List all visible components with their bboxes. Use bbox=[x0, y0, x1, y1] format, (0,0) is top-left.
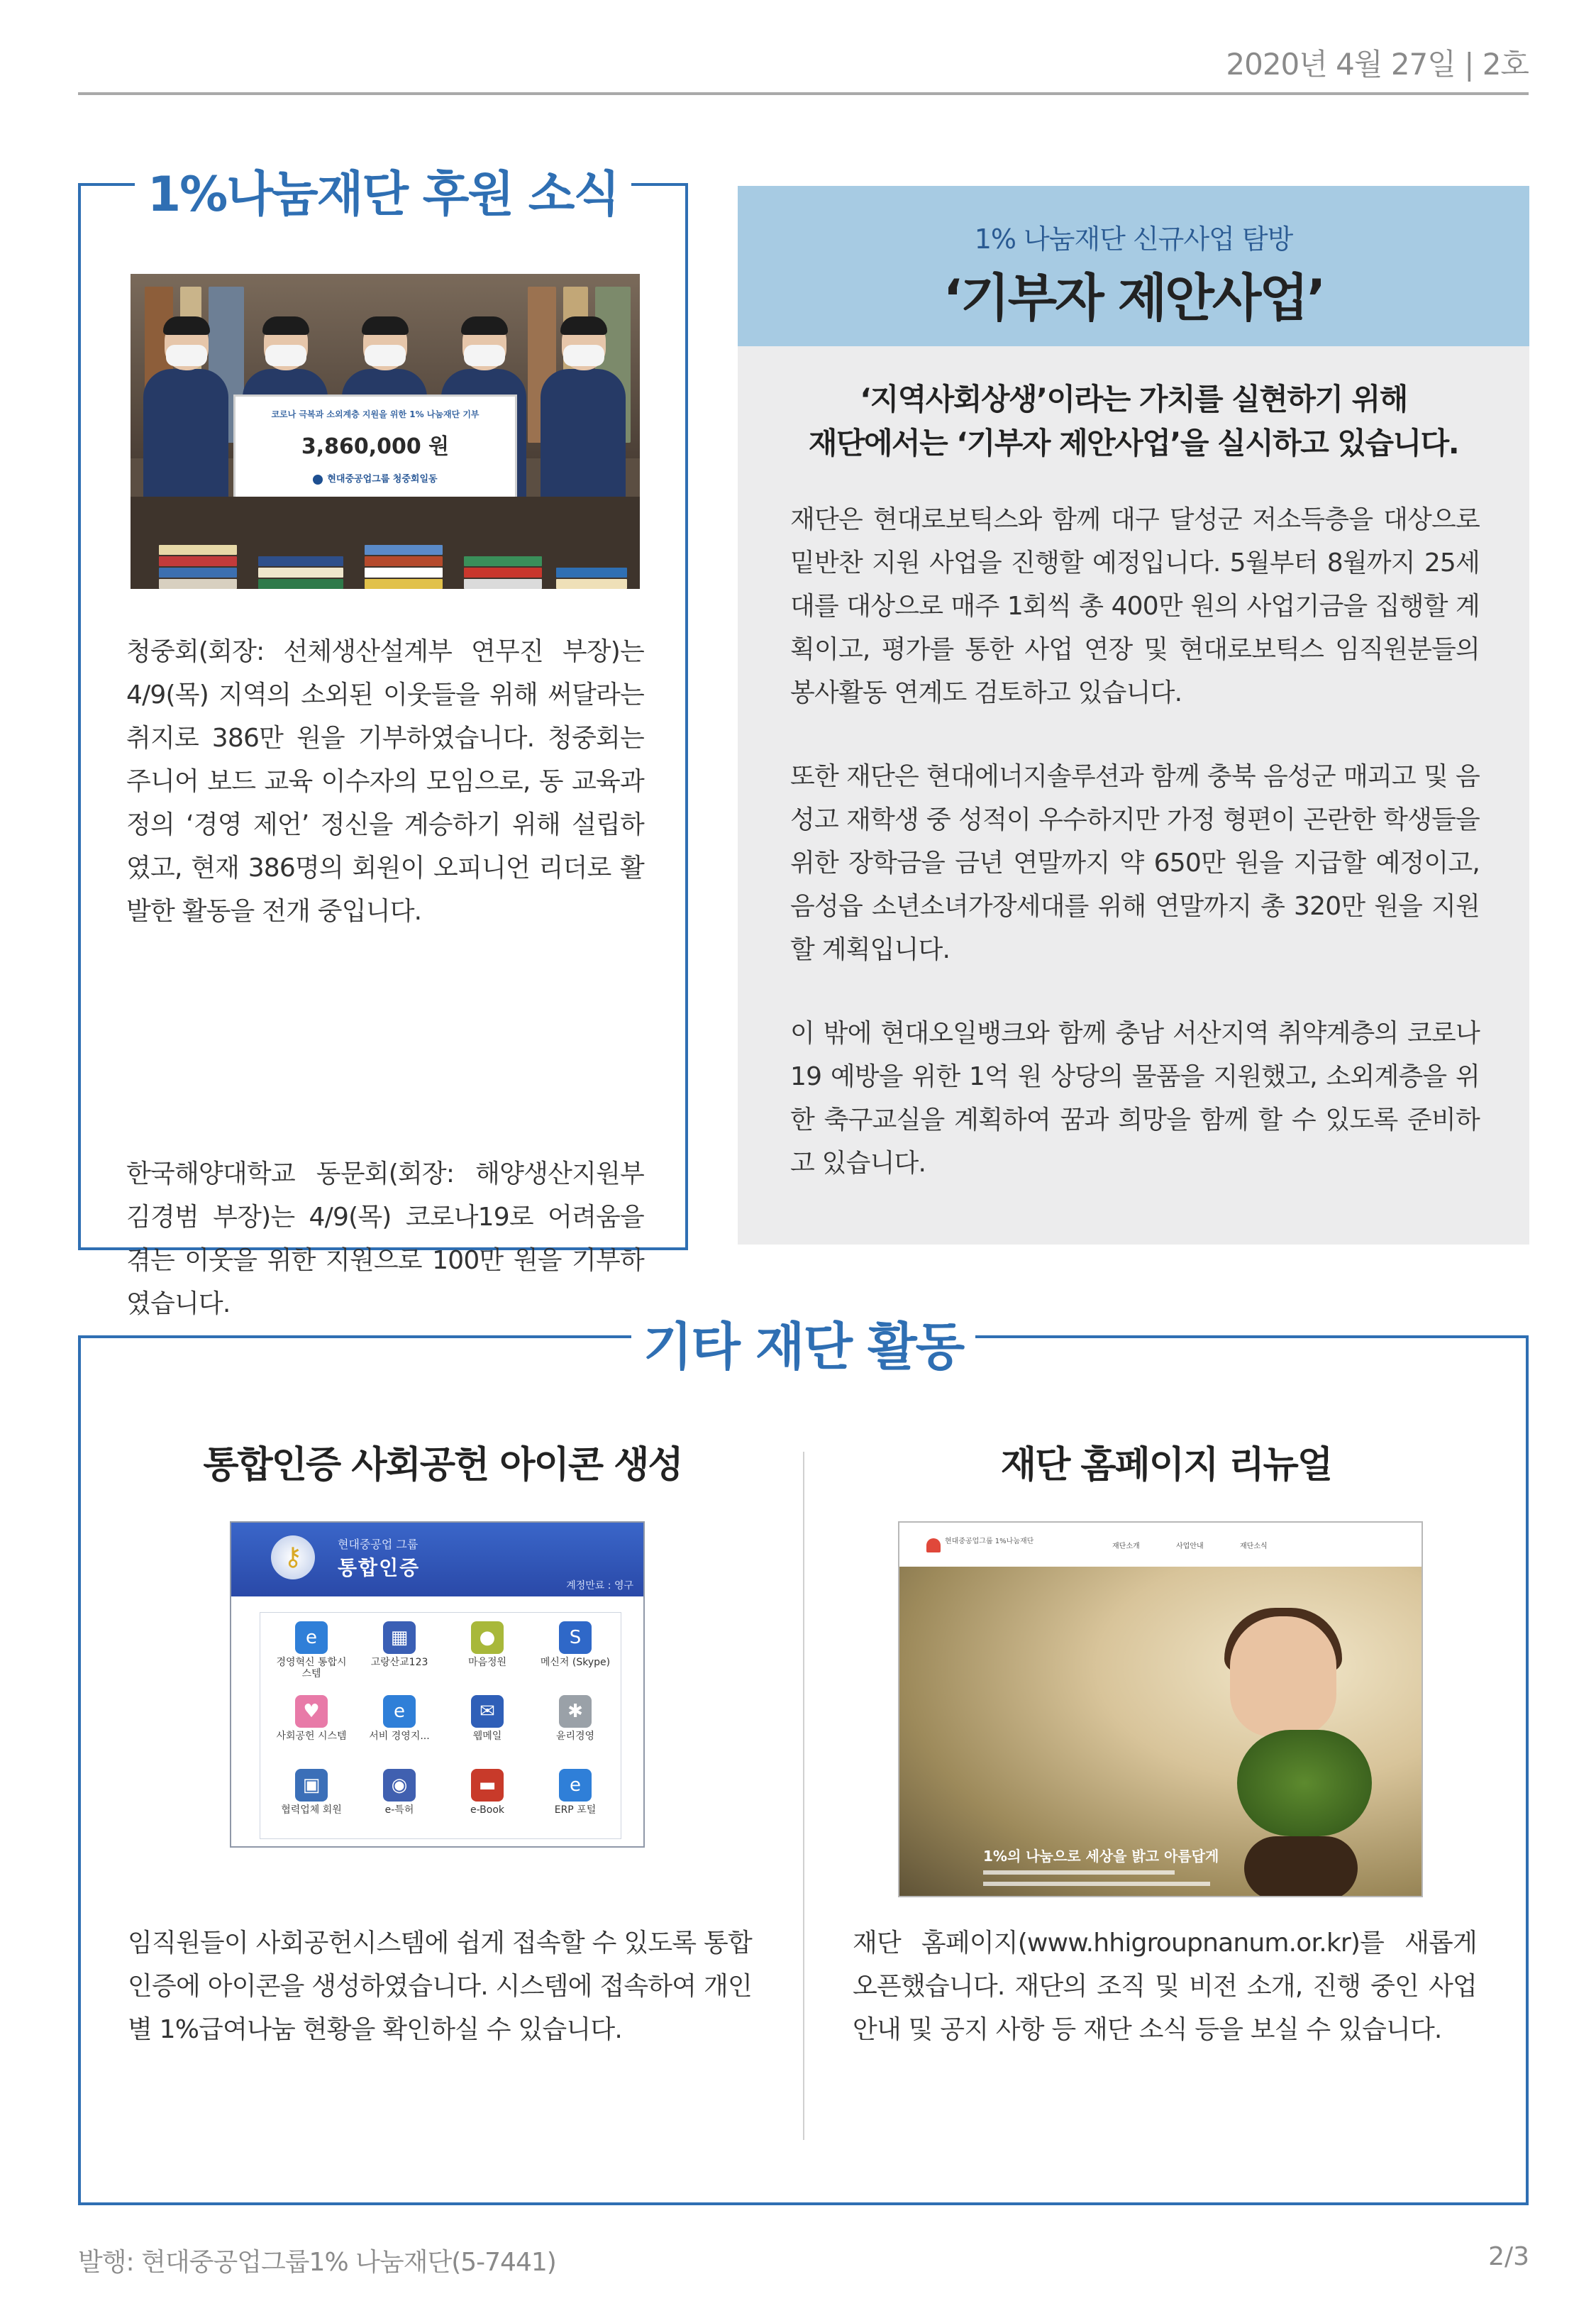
homepage-slogan: 1%의 나눔으로 세상을 밝고 아름답게 bbox=[983, 1848, 1219, 1865]
sponsor-paragraph-2: 한국해양대학교 동문회(회장: 해양생산지원부 김경범 부장)는 4/9(목) 코로나19로 어려움을 겪는 이웃을 위한 지원으로 100만 원을 기부하였습니다. bbox=[126, 1159, 644, 1318]
project-paragraph-2: 또한 재단은 현대에너지솔루션과 함께 충북 음성군 매괴고 및 음성고 재학생 중 성적이 우수하지만 가정 형편이 곤란한 학생들을 위한 장학금을 금년 연말까지 약 650만 원을 지급할 예정이고, 음성읍 소년소녀가장세대를 위해 연말까지 총 320만 원을 지원할 계획입니다. bbox=[790, 762, 1480, 964]
heart-hand-icon: ♥ bbox=[295, 1695, 328, 1728]
project-paragraph-1: 재단은 현대로보틱스와 함께 대구 달성군 저소득층을 대상으로 밑반찬 지원 사업을 진행할 예정입니다. 5월부터 8월까지 25세대를 대상으로 매주 1회씩 총 400만 원의 사업기금을 집행할 계획이고, 평가를 통한 사업 연장 및 현대로보틱스 임직원분들의 봉사활동 연계도 검토하고 있습니다. bbox=[790, 505, 1480, 707]
auth-expire: 계정만료 : 영구 bbox=[566, 1580, 633, 1591]
auth-app-label: 고랑산교123 bbox=[370, 1657, 428, 1668]
sponsor-news-box bbox=[78, 167, 688, 1318]
soil bbox=[1244, 1836, 1358, 1897]
book-icon: ▬ bbox=[471, 1769, 504, 1802]
network-icon: ▣ bbox=[295, 1769, 328, 1802]
auth-app-tile[interactable] bbox=[540, 1766, 611, 1837]
mail-icon: ✉ bbox=[471, 1695, 504, 1728]
auth-app-label: 사회공헌 시스템 bbox=[276, 1731, 347, 1742]
auth-app-label: ERP 포털 bbox=[554, 1804, 597, 1816]
auth-app-label: 메신저 (Skype) bbox=[540, 1657, 611, 1668]
column-divider bbox=[803, 1452, 804, 2140]
auth-company: 현대중공업 그룹 bbox=[338, 1538, 419, 1551]
auth-app-label: 서비 경영지... bbox=[369, 1731, 430, 1742]
auth-app-tile[interactable] bbox=[452, 1766, 523, 1837]
auth-app-tile[interactable] bbox=[364, 1692, 435, 1763]
project-lead bbox=[766, 377, 1501, 465]
donation-board bbox=[233, 395, 517, 512]
hero-text-line bbox=[983, 1870, 1175, 1875]
book-stacks bbox=[131, 497, 640, 589]
issue-date: 2020년 4월 27일 | 2호 bbox=[1226, 47, 1529, 82]
auth-app-tile[interactable] bbox=[540, 1692, 611, 1763]
board-amount: 3,860,000 원 bbox=[301, 434, 450, 459]
auth-app-label: 마음정원 bbox=[467, 1657, 507, 1668]
homepage-renewal-heading: 재단 홈페이지 리뉴얼 bbox=[1000, 1444, 1332, 1486]
auth-app-tile[interactable] bbox=[364, 1618, 435, 1689]
auth-name: 통합인증 bbox=[338, 1556, 421, 1579]
heart-logo-icon bbox=[926, 1538, 941, 1552]
auth-app-tile[interactable] bbox=[276, 1692, 347, 1763]
homepage-menu-item: 사업안내 bbox=[1176, 1543, 1204, 1550]
homepage-logo-text: 현대중공업그룹 1%나눔재단 bbox=[945, 1538, 1034, 1545]
homepage-nav bbox=[899, 1523, 1422, 1567]
homepage-renewal-paragraph: 재단 홈페이지(www.hhigroupnanum.or.kr)를 새롭게 오픈했습니다. 재단의 조직 및 비전 소개, 진행 중인 사업 안내 및 공지 사항 등 재단 소식 등을 보실 수 있습니다. bbox=[853, 1929, 1477, 2044]
auth-app-tile[interactable] bbox=[452, 1618, 523, 1689]
auth-icon-grid bbox=[260, 1612, 621, 1839]
donor-proposal-box bbox=[738, 186, 1529, 1245]
project-subtitle: 1% 나눔재단 신규사업 탐방 bbox=[974, 224, 1293, 255]
publisher-info: 발행: 현대중공업그룹1% 나눔재단(5-7441) bbox=[78, 2248, 556, 2277]
skype-icon: S bbox=[559, 1621, 592, 1654]
leaf-icon: ● bbox=[471, 1621, 504, 1654]
project-lead-line-1: ‘지역사회상생’이라는 가치를 실현하기 위해 bbox=[860, 382, 1407, 416]
sponsor-news-title: 1%나눔재단 후원 소식 bbox=[147, 167, 619, 223]
tree bbox=[1237, 1730, 1372, 1836]
other-activities-title: 기타 재단 활동 bbox=[643, 1317, 964, 1377]
auth-app-tile[interactable] bbox=[540, 1618, 611, 1689]
project-title: ‘기부자 제안사업’ bbox=[943, 268, 1324, 328]
auth-app-tile[interactable] bbox=[276, 1766, 347, 1837]
auth-banner bbox=[231, 1523, 643, 1596]
project-paragraph-3: 이 밖에 현대오일뱅크와 함께 충남 서산지역 취약계층의 코로나19 예방을 위한 1억 원 상당의 물품을 지원했고, 소외계층을 위한 축구교실을 계획하여 꿈과 희망을 함께 할 수 있도록 준비하고 있습니다. bbox=[790, 1019, 1480, 1178]
auth-app-label: 윤리경영 bbox=[555, 1731, 595, 1742]
sponsor-paragraph-1: 청중회(회장: 선체생산설계부 연무진 부장)는 4/9(목) 지역의 소외된 이웃들을 위해 써달라는 취지로 386만 원을 기부하였습니다. 청중회는 주니어 보드 교육 이수자의 모임으로, 동 교육과정의 ‘경영 제언’ 정신을 계승하기 위해 설립하였고, 현재 386명의 회원이 오피니언 리더로 활발한 활동을 전개 중입니다. bbox=[126, 637, 644, 926]
board-org: 현대중공업그룹 청중회일동 bbox=[235, 471, 515, 485]
homepage-screenshot bbox=[898, 1521, 1423, 1897]
company-logo-icon bbox=[313, 475, 323, 485]
page-number: 2/3 bbox=[1488, 2242, 1529, 2271]
auth-app-tile[interactable] bbox=[364, 1766, 435, 1837]
auth-app-label: 웹메일 bbox=[472, 1731, 502, 1742]
auth-app-tile[interactable] bbox=[452, 1692, 523, 1763]
project-header-band bbox=[738, 186, 1529, 346]
other-activities-box bbox=[78, 1317, 1529, 2205]
auth-app-tile[interactable] bbox=[276, 1618, 347, 1689]
ie-icon: e bbox=[559, 1769, 592, 1802]
child-face bbox=[1230, 1616, 1336, 1737]
homepage-menu-item: 재단소개 bbox=[1112, 1543, 1140, 1550]
calendar-icon: ▦ bbox=[383, 1621, 416, 1654]
auth-app-label: e-Book bbox=[470, 1804, 504, 1816]
auth-icon-heading: 통합인증 사회공헌 아이콘 생성 bbox=[203, 1444, 682, 1486]
gear-icon: ✱ bbox=[559, 1695, 592, 1728]
auth-app-label: 경영혁신 통합시스템 bbox=[276, 1657, 347, 1679]
key-icon: ⚷ bbox=[271, 1535, 315, 1579]
ie-icon: e bbox=[383, 1695, 416, 1728]
donation-photo bbox=[131, 274, 640, 589]
auth-app-label: 협력업체 회원 bbox=[281, 1804, 342, 1816]
integrated-auth-screenshot bbox=[230, 1521, 645, 1848]
auth-icon-paragraph: 임직원들이 사회공헌시스템에 쉽게 접속할 수 있도록 통합인증에 아이콘을 생성하였습니다. 시스템에 접속하여 개인별 1%급여나눔 현황을 확인하실 수 있습니다. bbox=[128, 1929, 752, 2044]
homepage-hero-photo bbox=[899, 1567, 1422, 1897]
ie-icon: e bbox=[295, 1621, 328, 1654]
board-caption: 코로나 극복과 소외계층 지원을 위한 1% 나눔재단 기부 bbox=[271, 409, 480, 419]
hero-text-line bbox=[983, 1882, 1210, 1886]
auth-app-label: e-특허 bbox=[384, 1804, 414, 1816]
page-header bbox=[78, 34, 1529, 95]
homepage-menu-item: 재단소식 bbox=[1240, 1543, 1268, 1550]
bulb-icon: ◉ bbox=[383, 1769, 416, 1802]
project-lead-line-2: 재단에서는 ‘기부자 제안사업’을 실시하고 있습니다. bbox=[808, 426, 1459, 460]
